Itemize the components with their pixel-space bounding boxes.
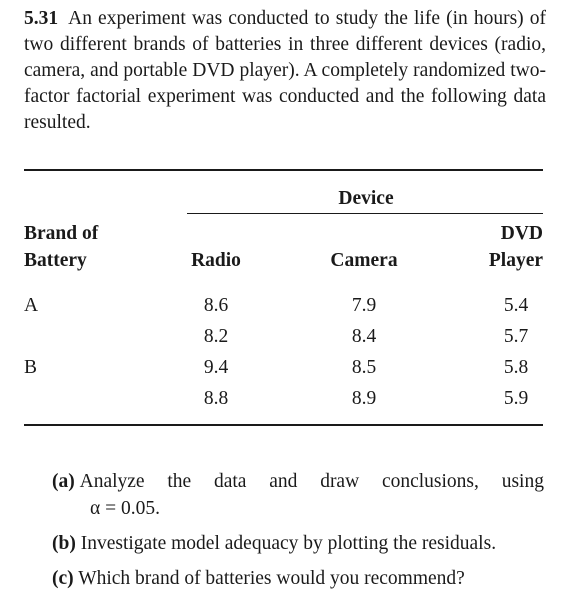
part-a-word: data <box>213 471 247 492</box>
row-header-line1: Brand of <box>24 223 99 244</box>
table-cell: 8.5 <box>351 357 377 378</box>
part-a <box>52 468 544 522</box>
column-header-radio: Radio <box>191 250 241 271</box>
column-header-camera: Camera <box>330 250 398 271</box>
table-cell: 5.7 <box>503 326 529 347</box>
part-b-label: (b) <box>52 533 76 554</box>
part-b-text: Investigate model adequacy by plotting the residuals. <box>80 533 497 554</box>
row-label-brand-b: B <box>24 357 38 378</box>
table-cell: 5.4 <box>503 295 529 316</box>
table-bottom-rule <box>24 424 543 426</box>
problem-statement <box>24 6 546 136</box>
device-group-rule <box>187 213 543 214</box>
table-cell: 7.9 <box>351 295 377 316</box>
column-header-dvd-line1: DVD <box>500 223 543 244</box>
part-a-label: (a) <box>52 471 75 492</box>
problem-number: 5.31 <box>24 8 59 29</box>
part-a-word: the <box>167 471 192 492</box>
table-cell: 8.9 <box>351 388 377 409</box>
question-parts <box>52 468 544 600</box>
table-cell: 8.4 <box>351 326 377 347</box>
part-c-label: (c) <box>52 568 74 589</box>
table-cell: 5.9 <box>503 388 529 409</box>
part-b <box>52 530 544 557</box>
row-header-line2: Battery <box>24 250 87 271</box>
part-a-word: and <box>269 471 298 492</box>
row-label-brand-a: A <box>24 295 39 316</box>
part-a-word: draw <box>320 471 360 492</box>
table-cell: 5.8 <box>503 357 529 378</box>
problem-text: An experiment was conducted to study the life (in hours) of two different brands of batteries in three different devices (radio, camera, and portable DVD player). A completely randomized two-factor factorial experiment was conducted and the following data resulted. <box>24 8 546 133</box>
part-a-continuation: α = 0.05. <box>90 498 160 519</box>
part-c <box>52 565 544 592</box>
part-c-text: Which brand of batteries would you recommend? <box>78 568 465 589</box>
table-cell: 8.2 <box>203 326 229 347</box>
table-cell: 8.8 <box>203 388 229 409</box>
column-header-dvd-line2: Player <box>488 250 543 271</box>
device-group-header: Device <box>338 188 394 209</box>
part-a-word: using <box>501 471 544 492</box>
part-a-word: conclusions, <box>381 471 479 492</box>
table-cell: 8.6 <box>203 295 229 316</box>
part-a-line1 <box>52 468 544 495</box>
table-top-rule <box>24 169 543 171</box>
part-a-word: Analyze <box>79 471 145 492</box>
table-cell: 9.4 <box>203 357 229 378</box>
